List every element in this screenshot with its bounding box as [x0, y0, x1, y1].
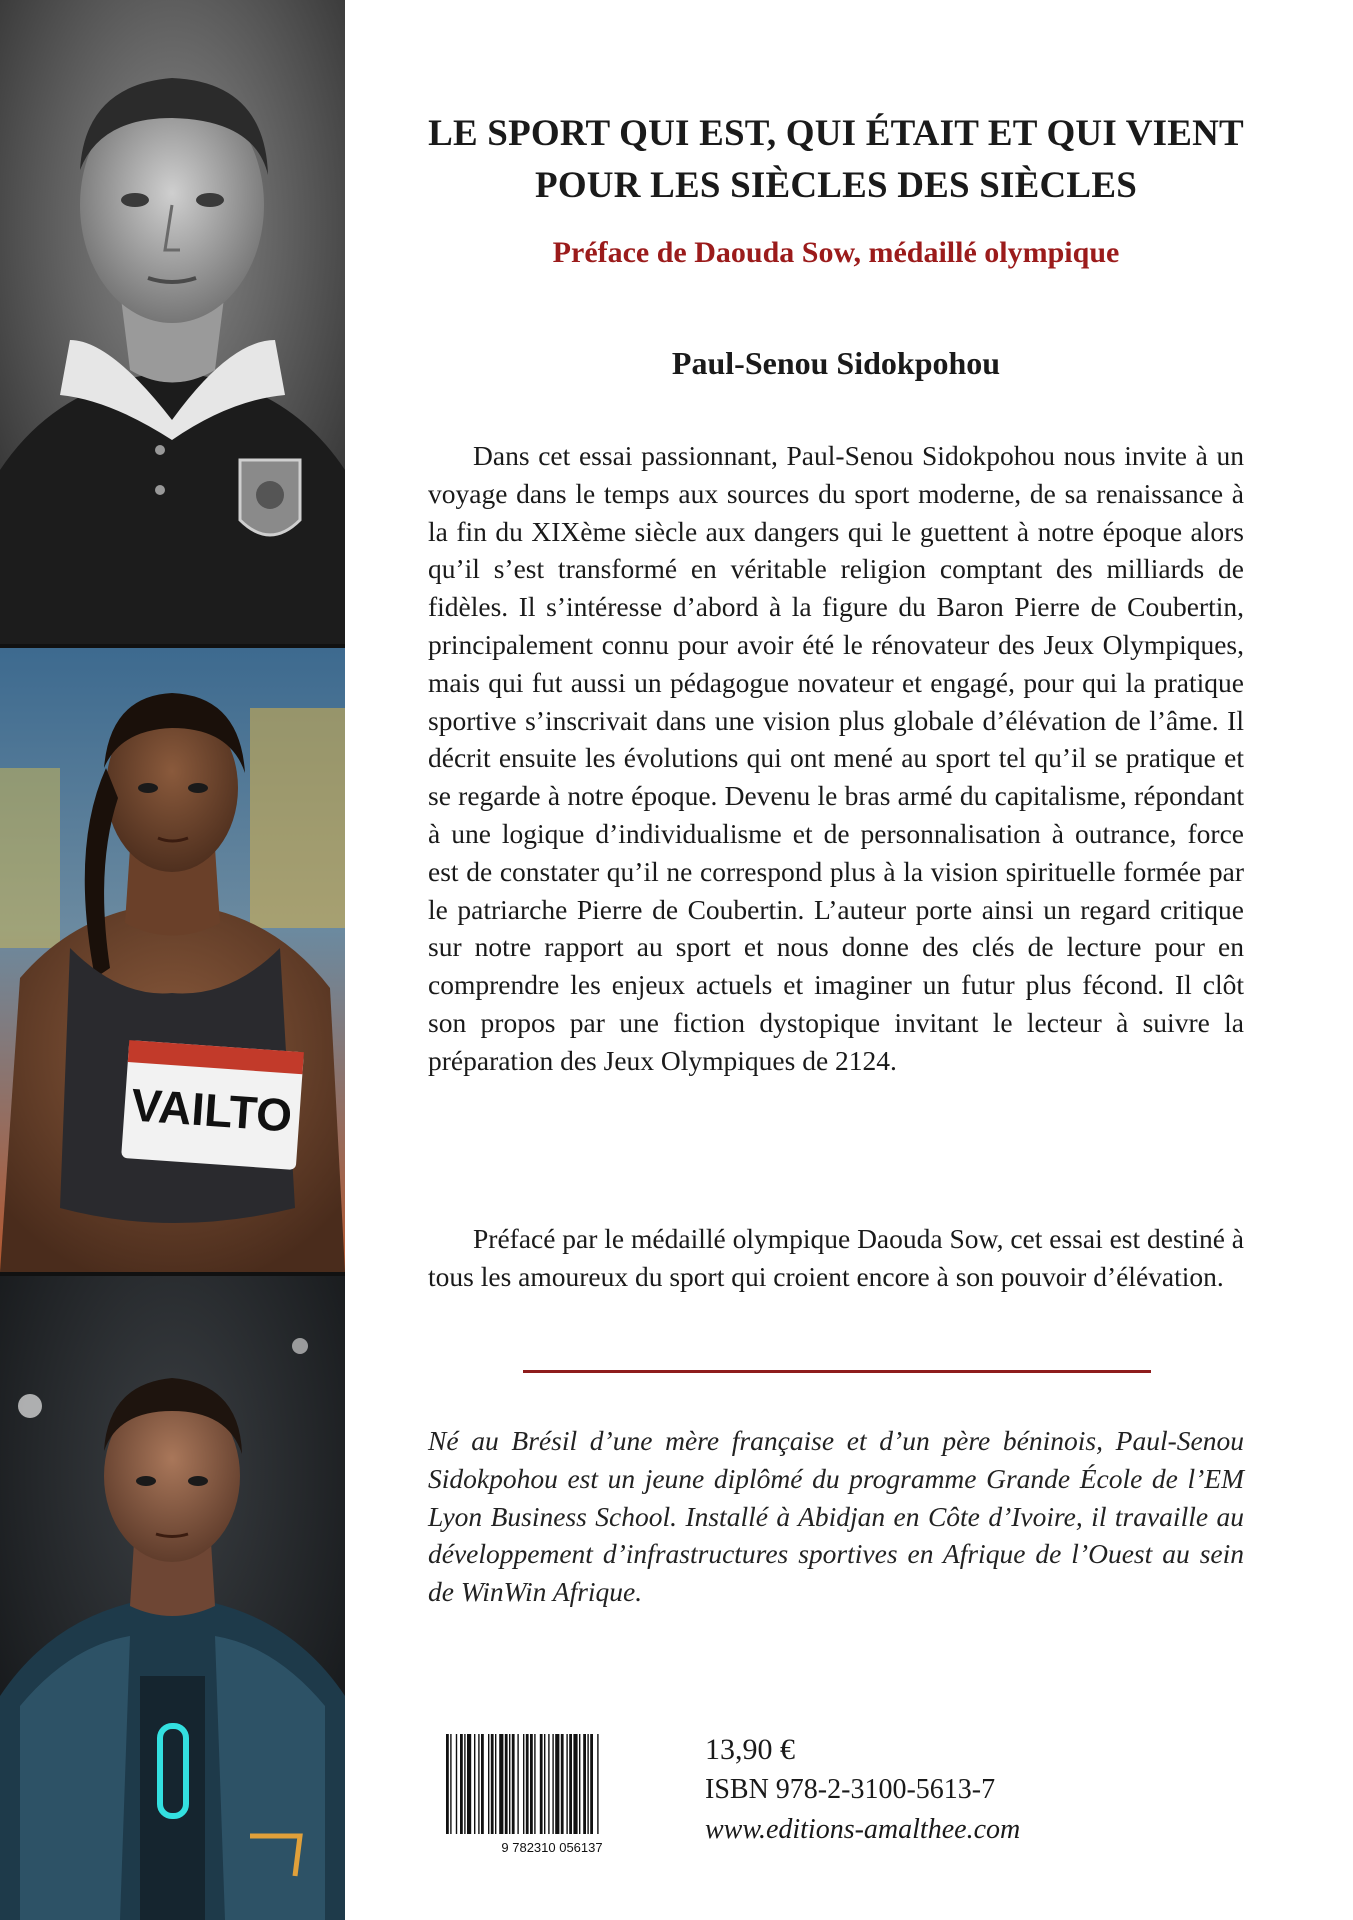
publisher-website[interactable]: www.editions-amalthee.com: [705, 1814, 1021, 1845]
barcode-bar: [534, 1734, 535, 1834]
barcode-bar: [569, 1734, 572, 1834]
barcode-bar: [464, 1734, 465, 1834]
barcode-bar: [523, 1734, 524, 1834]
barcode-bar: [555, 1734, 559, 1834]
title-line-1: LE SPORT QUI EST, QUI ÉTAIT ET QUI VIENT: [428, 113, 1244, 154]
portrait-icon: [0, 648, 345, 1272]
photo-strip: [0, 0, 345, 1920]
barcode-bar: [587, 1734, 588, 1834]
barcode-bar: [561, 1734, 564, 1834]
barcode-bar: [548, 1734, 549, 1834]
barcode-bar: [456, 1734, 457, 1834]
female-athlete-photo: [0, 648, 345, 1272]
barcode-bar: [512, 1734, 515, 1834]
barcode-bar: [509, 1734, 510, 1834]
barcode-bar: [590, 1734, 593, 1834]
barcode-bar: [446, 1734, 449, 1834]
barcode-bar: [526, 1734, 529, 1834]
barcode-bar: [583, 1734, 586, 1834]
barcode-bar: [488, 1734, 489, 1834]
portrait-icon: [0, 0, 345, 644]
barcode-bar: [478, 1734, 479, 1834]
barcode-icon: [440, 1730, 664, 1856]
barcode-bar: [517, 1734, 518, 1834]
author-bio: Né au Brésil d’une mère française et d’un père béninois, Paul-Senou Sidokpohou est un jeune diplômé du programme Grande École de l’EM Lyon Business School. Installé à Abidjan en Côte d’Ivoire, il travaille au développement d’infrastructures sportives en Afrique de l’Ouest au sein de WinWin Afrique.: [428, 1425, 1244, 1608]
barcode-digits: 9 782310 056137: [501, 1840, 603, 1855]
title-line-2: POUR LES SIÈCLES DES SIÈCLES: [535, 165, 1137, 206]
book-title: [428, 108, 1244, 212]
barcode-bar: [579, 1734, 580, 1834]
barcode-bar: [474, 1734, 475, 1834]
futuristic-athlete-photo: [0, 1276, 345, 1920]
barcode-bar: [499, 1734, 503, 1834]
isbn: ISBN 978-2-3100-5613-7: [705, 1774, 996, 1805]
section-divider: [523, 1370, 1151, 1373]
price-block: [705, 1730, 1020, 1850]
summary-paragraph-1-text: Dans cet essai passionnant, Paul-Senou Sidokpohou nous invite à un voyage dans le temps aux sources du sport moderne, de sa renaissance à la fin du XIXème siècle aux dangers qui le guettent à notre époque alors qu’il s’est transformé en véritable religion comptant des milliards de fidèles. Il s’intéresse d’abord à la figure du Baron Pierre de Coubertin, principalement connu pour avoir été le rénovateur des Jeux Olympiques, mais qui fut aussi un pédagogue novateur et engagé, pour qui la pratique sportive s’inscrivait dans une vision plus globale d’élévation de l’âme. Il décrit ensuite les évolutions qui ont mené au sport tel qu’il se pratique et se regarde à notre époque. Devenu le bras armé du capitalisme, répondant à une logique d’individualisme et de personnalisation à outrance, force est de constater qu’il ne correspond plus à la vision spirituelle formée par le patriarche Pierre de Coubertin. L’auteur porte ainsi un regard critique sur notre rapport au sport et nous donne des clés de lecture pour en comprendre les enjeux actuels et imaginer un futur plus fécond. Il clôt son propos par une fiction dystopique invitant le lecteur à suivre la préparation des Jeux Olympiques de 2124.: [428, 440, 1244, 1076]
barcode-bar: [450, 1734, 451, 1834]
summary-paragraph-2: [428, 1220, 1244, 1296]
vintage-sportsman-photo: [0, 0, 345, 644]
barcode-bar: [540, 1734, 543, 1834]
barcode-bar: [544, 1734, 545, 1834]
barcode-bar: [481, 1734, 484, 1834]
barcode-bar: [552, 1734, 553, 1834]
isbn-barcode: [440, 1730, 664, 1856]
barcode-bar: [530, 1734, 533, 1834]
barcode-bar: [566, 1734, 567, 1834]
barcode-bar: [505, 1734, 508, 1834]
barcode-bar: [495, 1734, 496, 1834]
bib-text: VAILTO: [129, 1078, 294, 1142]
summary-paragraph-2-text: Préfacé par le médaillé olympique Daouda Sow, cet essai est destiné à tous les amoureux du sport qui croient encore à son pouvoir d’élévation.: [428, 1223, 1244, 1292]
barcode-bar: [467, 1734, 471, 1834]
author-name: Paul-Senou Sidokpohou: [671, 345, 1001, 381]
barcode-bar: [597, 1734, 598, 1834]
price: 13,90 €: [705, 1733, 795, 1766]
summary-paragraph-1: [428, 437, 1244, 1080]
portrait-icon: [0, 1276, 345, 1920]
preface-subtitle: Préface de Daouda Sow, médaillé olympique: [552, 236, 1120, 269]
barcode-bar: [573, 1734, 577, 1834]
barcode-bar: [460, 1734, 463, 1834]
barcode-bar: [491, 1734, 494, 1834]
